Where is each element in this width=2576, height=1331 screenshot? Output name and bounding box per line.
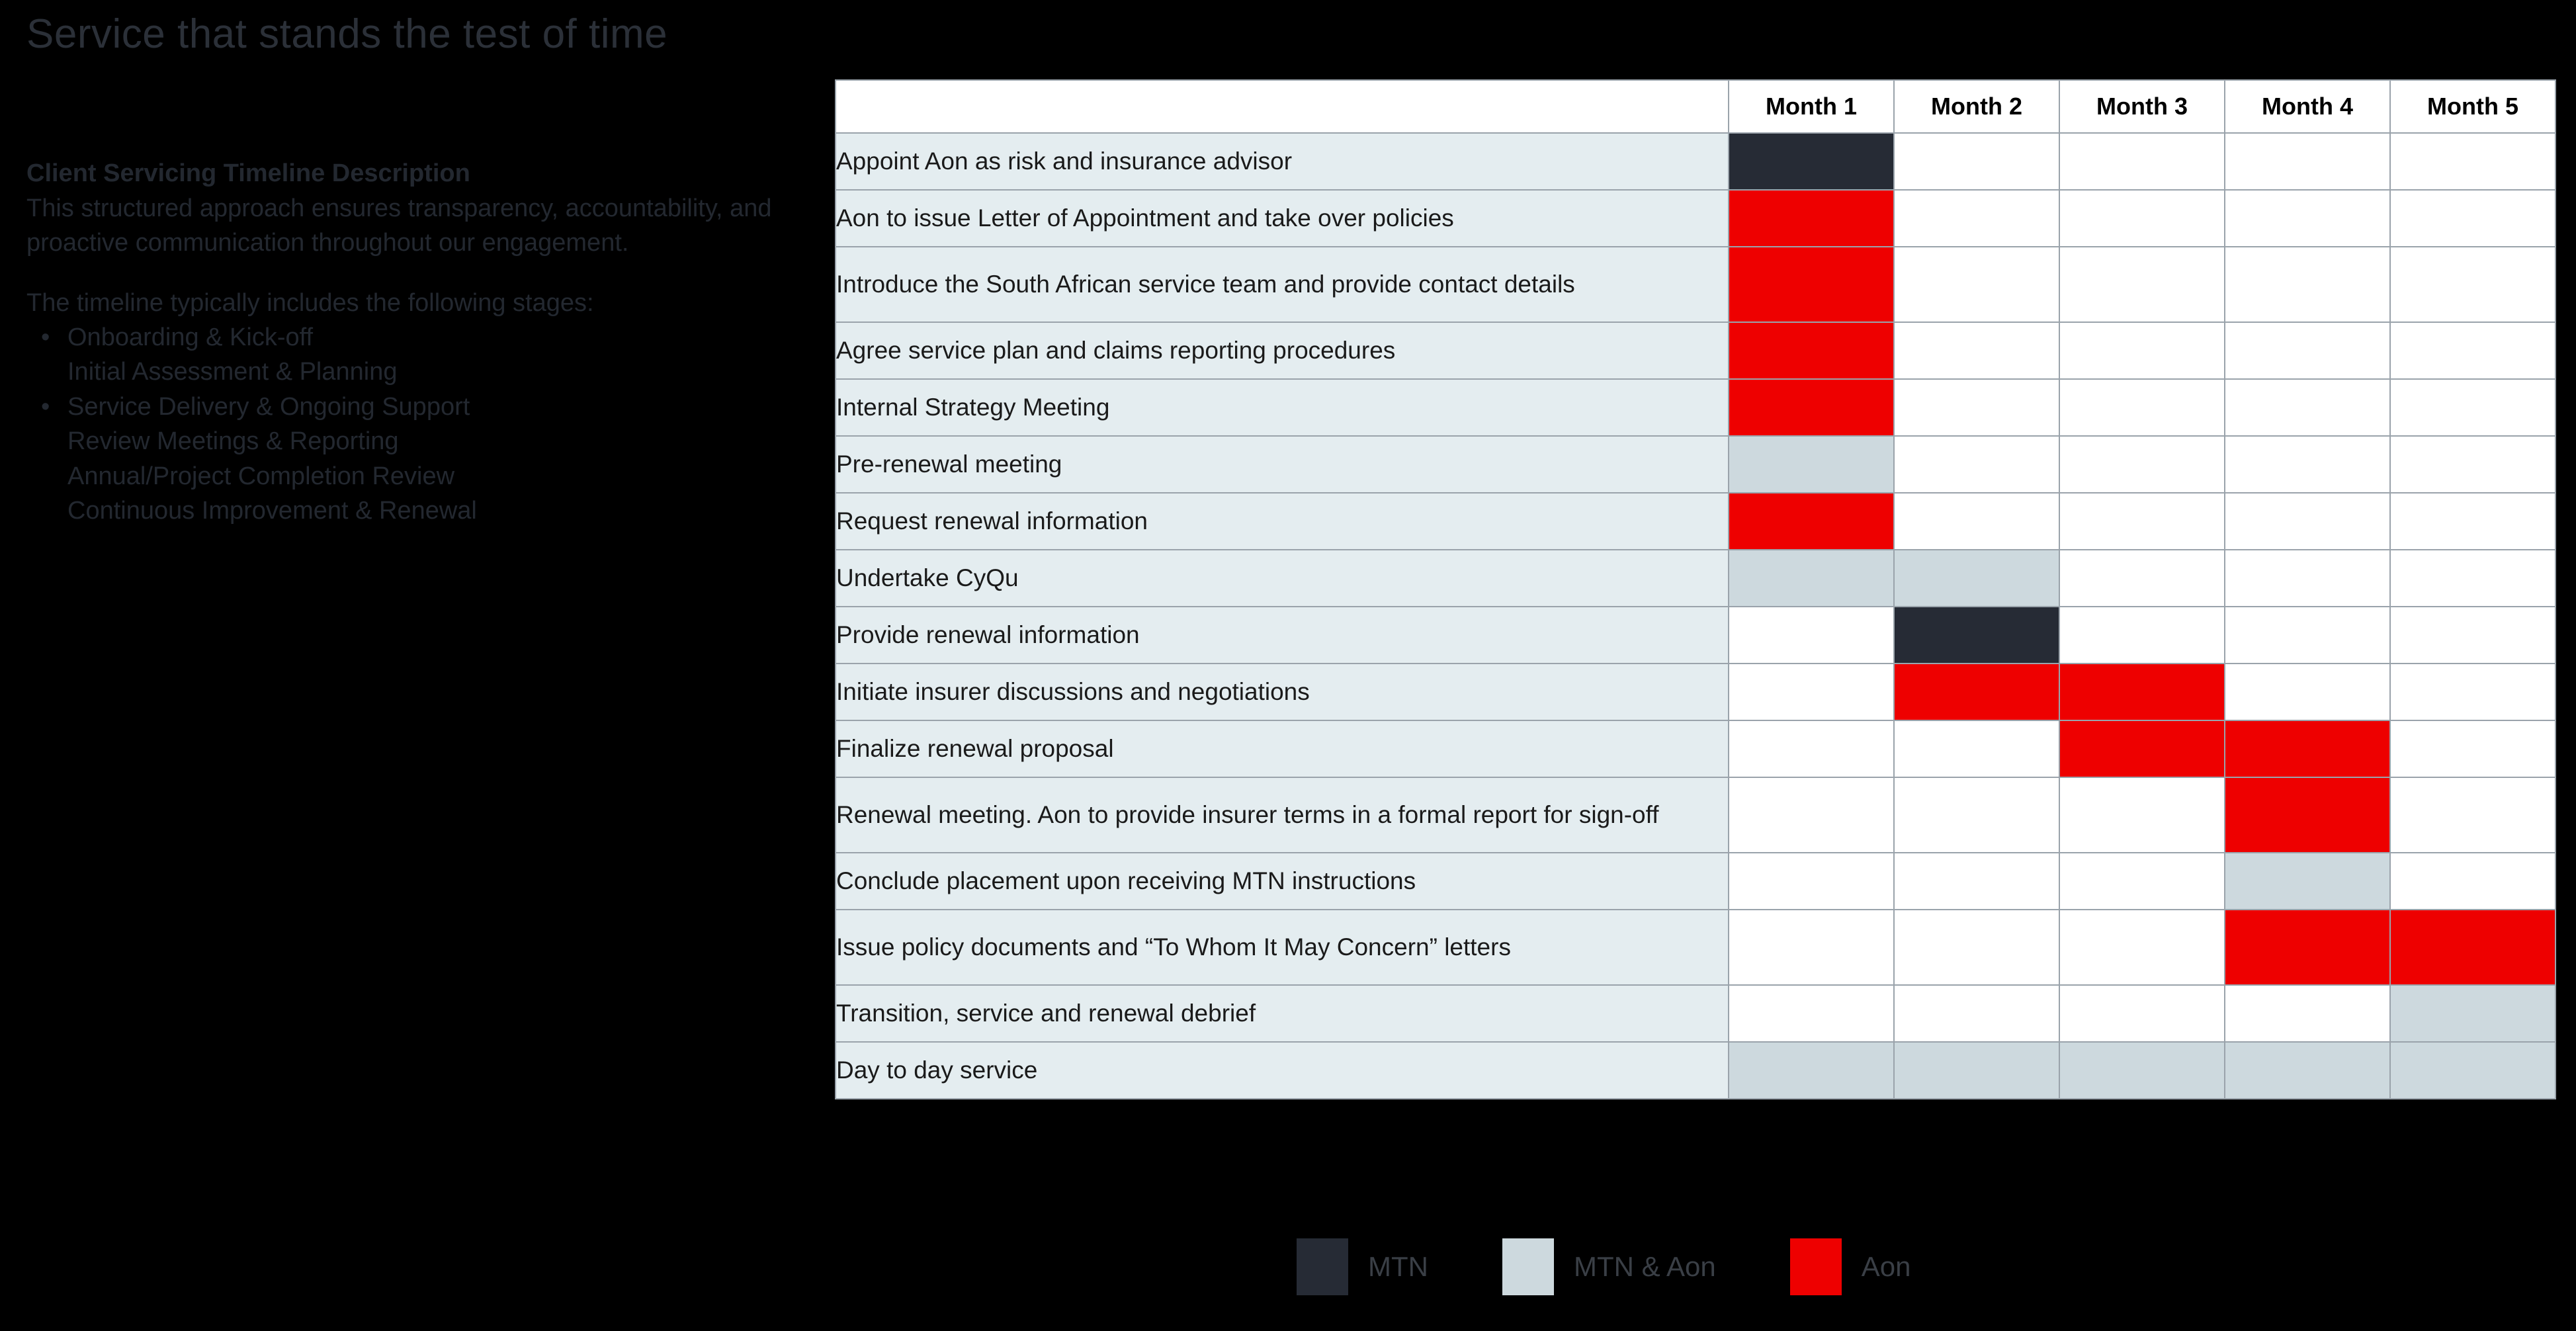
timeline-cell [2390,853,2555,910]
stage-list-item: Review Meetings & Reporting [67,427,399,456]
timeline-cell [2390,550,2555,607]
timeline-cell [2225,910,2390,985]
timeline-cell [2225,1042,2390,1099]
table-body [836,133,2555,1099]
task-label-cell: Agree service plan and claims reporting procedures [836,322,1729,379]
task-label-cell: Introduce the South African service team and provide contact details [836,247,1729,322]
timeline-cell [1729,607,1894,664]
task-label-cell: Finalize renewal proposal [836,720,1729,777]
timeline-cell [2390,1042,2555,1099]
legend-item [1502,1238,1716,1295]
timeline-cell [1894,550,2059,607]
table-row [836,910,2555,985]
timeline-cell [1729,1042,1894,1099]
timeline-cell [2059,853,2225,910]
legend-item [1297,1238,1428,1295]
timeline-cell [2390,664,2555,720]
timeline-cell [2059,133,2225,190]
timeline-cell [1894,910,2059,985]
task-label-cell: Provide renewal information [836,607,1729,664]
timeline-cell [1894,190,2059,247]
timeline-cell [2390,720,2555,777]
timeline-cell [2225,985,2390,1042]
legend [1297,1238,1985,1295]
stages-intro: The timeline typically includes the following stages: [26,288,594,317]
legend-swatch [1502,1238,1554,1295]
timeline-cell [2059,910,2225,985]
timeline-cell [2225,777,2390,853]
timeline-cell [2059,1042,2225,1099]
timeline-cell [1729,550,1894,607]
timeline-cell [1894,607,2059,664]
timeline-cell [2225,247,2390,322]
timeline-cell [1894,985,2059,1042]
timeline-cell [2059,550,2225,607]
table-row [836,133,2555,190]
timeline-table [835,79,2556,1099]
timeline-cell [2390,247,2555,322]
timeline-cell [1729,777,1894,853]
timeline-cell [2059,720,2225,777]
task-label-cell: Transition, service and renewal debrief [836,985,1729,1042]
timeline-cell [2225,720,2390,777]
timeline-cell [1729,720,1894,777]
legend-label: MTN [1368,1251,1428,1282]
task-label-cell: Issue policy documents and “To Whom It May Concern” letters [836,910,1729,985]
timeline-chart [835,79,2556,1099]
table-row [836,247,2555,322]
timeline-cell [2390,607,2555,664]
task-label-cell: Undertake CyQu [836,550,1729,607]
timeline-cell [2225,664,2390,720]
description-block [26,156,807,528]
task-label-cell: Request renewal information [836,493,1729,550]
timeline-cell [1729,910,1894,985]
timeline-cell [2390,133,2555,190]
page-title: Service that stands the test of time [26,11,668,57]
timeline-cell [1729,853,1894,910]
timeline-cell [2059,777,2225,853]
timeline-cell [1894,853,2059,910]
stage-list-item: Initial Assessment & Planning [67,358,398,386]
timeline-cell [2059,247,2225,322]
stage-list [26,320,807,529]
legend-label: MTN & Aon [1573,1251,1716,1282]
table-row [836,853,2555,910]
timeline-cell [2059,493,2225,550]
table-row [836,1042,2555,1099]
column-header-month: Month 1 [1729,80,1894,133]
stage-list-item: Annual/Project Completion Review [67,462,455,490]
stage-list-item: • Onboarding & Kick-off [26,320,807,355]
timeline-cell [2225,133,2390,190]
column-header-month: Month 5 [2390,80,2555,133]
timeline-cell [1894,777,2059,853]
table-row [836,720,2555,777]
table-row [836,550,2555,607]
timeline-cell [1729,436,1894,493]
timeline-cell [1894,436,2059,493]
legend-swatch [1297,1238,1348,1295]
timeline-cell [2390,322,2555,379]
table-row [836,379,2555,436]
table-row [836,322,2555,379]
table-header-row [836,80,2555,133]
legend-item [1790,1238,1911,1295]
timeline-cell [2225,607,2390,664]
table-row [836,493,2555,550]
column-header-month: Month 4 [2225,80,2390,133]
timeline-cell [1894,493,2059,550]
timeline-cell [1894,322,2059,379]
table-row [836,777,2555,853]
table-row [836,436,2555,493]
task-label-cell: Aon to issue Letter of Appointment and take over policies [836,190,1729,247]
task-label-cell: Internal Strategy Meeting [836,379,1729,436]
legend-swatch [1790,1238,1842,1295]
column-header-month: Month 2 [1894,80,2059,133]
timeline-cell [2059,607,2225,664]
table-corner-cell [836,80,1729,133]
task-label-cell: Conclude placement upon receiving MTN instructions [836,853,1729,910]
timeline-cell [2225,322,2390,379]
timeline-cell [1894,1042,2059,1099]
timeline-cell [2059,379,2225,436]
timeline-cell [1729,322,1894,379]
task-label-cell: Renewal meeting. Aon to provide insurer terms in a formal report for sign-off [836,777,1729,853]
left-info-panel [26,7,807,529]
timeline-cell [2059,190,2225,247]
timeline-cell [2225,493,2390,550]
task-label-cell: Appoint Aon as risk and insurance advisor [836,133,1729,190]
timeline-cell [1894,720,2059,777]
timeline-cell [1894,379,2059,436]
table-row [836,985,2555,1042]
stage-list-item: Continuous Improvement & Renewal [67,497,477,525]
timeline-cell [2390,493,2555,550]
legend-label: Aon [1861,1251,1911,1282]
timeline-cell [2225,190,2390,247]
task-label-cell: Pre-renewal meeting [836,436,1729,493]
timeline-cell [2225,550,2390,607]
task-label-cell: Initiate insurer discussions and negotiations [836,664,1729,720]
column-header-month: Month 3 [2059,80,2225,133]
description-heading: Client Servicing Timeline Description [26,159,470,188]
table-row [836,664,2555,720]
timeline-cell [2225,379,2390,436]
description-body: This structured approach ensures transparency, accountability, and proactive communication throughout our engagement. [26,194,772,257]
timeline-cell [1894,664,2059,720]
timeline-cell [1729,190,1894,247]
timeline-cell [2059,664,2225,720]
table-row [836,190,2555,247]
timeline-cell [2225,853,2390,910]
table-header [836,80,2555,133]
timeline-cell [1729,247,1894,322]
timeline-cell [2390,436,2555,493]
timeline-cell [2059,436,2225,493]
timeline-cell [1894,247,2059,322]
stage-list-item: • Service Delivery & Ongoing Support [26,390,807,424]
timeline-cell [2059,322,2225,379]
timeline-cell [1729,985,1894,1042]
timeline-cell [2390,777,2555,853]
timeline-cell [2225,436,2390,493]
timeline-cell [1729,664,1894,720]
task-label-cell: Day to day service [836,1042,1729,1099]
timeline-cell [2059,985,2225,1042]
timeline-cell [1729,379,1894,436]
timeline-cell [2390,190,2555,247]
timeline-cell [1729,493,1894,550]
timeline-cell [2390,379,2555,436]
timeline-cell [1894,133,2059,190]
timeline-cell [2390,910,2555,985]
timeline-cell [1729,133,1894,190]
timeline-cell [2390,985,2555,1042]
table-row [836,607,2555,664]
